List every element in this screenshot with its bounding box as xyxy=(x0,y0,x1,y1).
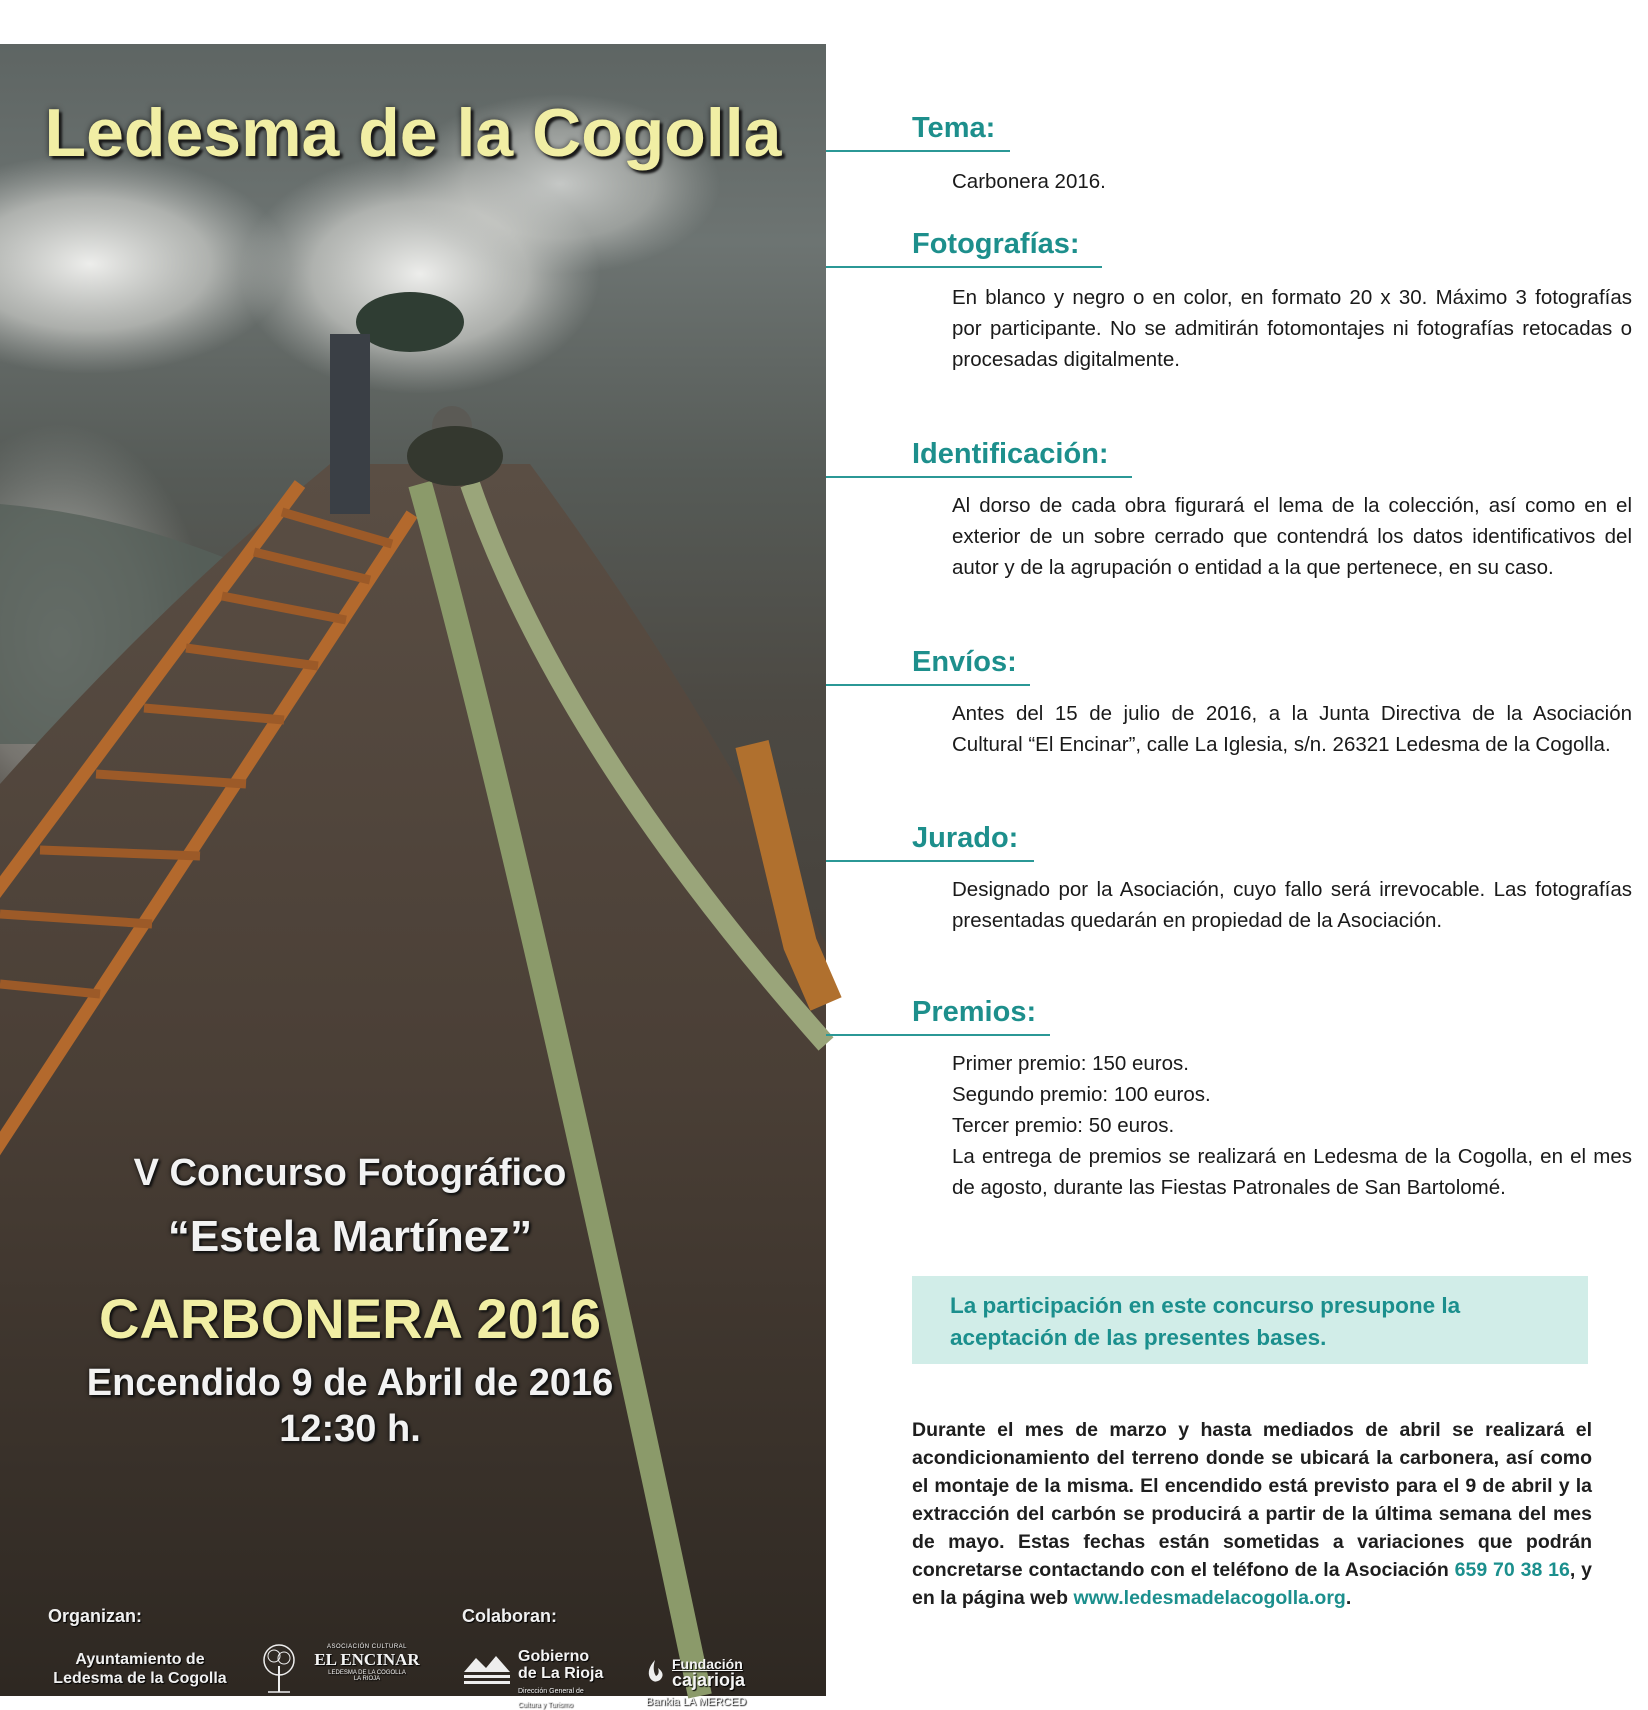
gobierno-sub-2: Cultura y Turismo xyxy=(518,1702,573,1709)
gobierno-sub-1: Dirección General de xyxy=(518,1688,584,1695)
acceptance-callout xyxy=(912,1276,1588,1364)
contest-name: “Estela Martínez” xyxy=(167,1212,533,1261)
website-link[interactable]: www.ledesmadelacogolla.org xyxy=(1073,1587,1346,1609)
bankia-la-merced: Bankia LA MERCED xyxy=(646,1696,747,1708)
gobierno-line-2: de La Rioja xyxy=(518,1665,604,1682)
gobierno-la-rioja-logo xyxy=(462,1648,622,1710)
ignition-date: Encendido 9 de Abril de 2016 xyxy=(86,1362,614,1404)
section-heading-envios: Envíos: xyxy=(912,646,1017,678)
acceptance-text: La participación en este concurso presupone la aceptación de las presentes bases. xyxy=(950,1293,1461,1350)
organizer-ayuntamiento xyxy=(40,1650,240,1688)
prize-second: Segundo premio: 100 euros. xyxy=(952,1083,1211,1106)
section-body-identificacion: Al dorso de cada obra figurará el lema de la colección, así como en el exterior de un sobre cerrado que contendrá los datos identificativos del autor y de la agrupación o entidad a la que pertenece, en su caso. xyxy=(952,494,1632,579)
organizer-line-1: Ayuntamiento de xyxy=(75,1651,205,1668)
section-body-premios xyxy=(952,1048,1632,1203)
section-divider xyxy=(826,476,1132,478)
rioja-mountains-icon xyxy=(462,1650,512,1686)
section-divider xyxy=(826,860,1034,862)
prize-first: Primer premio: 150 euros. xyxy=(952,1052,1189,1075)
fundacion-cajarioja-logo xyxy=(642,1656,772,1708)
section-divider xyxy=(826,266,1102,268)
section-heading-tema: Tema: xyxy=(912,112,996,144)
cajarioja-name: cajarioja xyxy=(672,1670,746,1690)
ignition-time: 12:30 h. xyxy=(279,1408,421,1450)
encinar-region: LA RIOJA xyxy=(353,1676,381,1682)
association-phone: 659 70 38 16 xyxy=(1454,1559,1570,1581)
section-heading-fotografias: Fotografías: xyxy=(912,228,1080,260)
prize-ceremony: La entrega de premios se realizará en Ledesma de la Cogolla, en el mes de agosto, durante las Fiestas Patronales de San Bartolomé. xyxy=(952,1145,1632,1199)
section-body-tema: Carbonera 2016. xyxy=(952,170,1106,193)
contest-rules xyxy=(826,0,1648,1696)
poster-title: Ledesma de la Cogolla xyxy=(44,95,782,171)
section-body-fotografias: En blanco y negro o en color, en formato 20 x 30. Máximo 3 fotografías por participante. No se admitirán fotomontajes ni fotografías retocadas o procesadas digitalmente. xyxy=(952,286,1632,371)
section-heading-premios: Premios: xyxy=(912,996,1037,1028)
el-encinar-logo xyxy=(262,1644,432,1682)
encinar-association-label: ASOCIACIÓN CULTURAL xyxy=(326,1644,408,1650)
gobierno-line-1: Gobierno xyxy=(518,1648,590,1665)
section-divider xyxy=(826,1034,1050,1036)
section-body-envios: Antes del 15 de julio de 2016, a la Junta Directiva de la Asociación Cultural “El Encinar”, calle La Iglesia, s/n. 26321 Ledesma de la Cogolla. xyxy=(952,702,1632,756)
section-heading-jurado: Jurado: xyxy=(912,822,1019,854)
tree-icon xyxy=(262,1644,296,1696)
schedule-info xyxy=(912,1416,1592,1612)
poster xyxy=(0,44,826,1709)
schedule-text: Durante el mes de marzo y hasta mediados de abril se realizará el acondicionamiento del terreno donde se ubicará la carbonera, así como el montaje de la misma. El encendido está previsto para el 9 de abril y la extracción del carbón se producirá a partir de la última semana del mes de mayo. Estas fechas están sometidas a variaciones que podrán concretarse contactando con el teléfono de la Asociación xyxy=(912,1419,1592,1581)
section-divider xyxy=(826,150,1010,152)
event-title: CARBONERA 2016 xyxy=(98,1287,602,1350)
fundacion-label: Fundación xyxy=(672,1656,743,1672)
encinar-name: EL ENCINAR xyxy=(314,1650,420,1669)
section-body-jurado: Designado por la Asociación, cuyo fallo será irrevocable. Las fotografías presentadas quedarán en propiedad de la Asociación. xyxy=(952,878,1632,932)
section-heading-identificacion: Identificación: xyxy=(912,438,1109,470)
schedule-text-mid: , y en la página web xyxy=(912,1559,1593,1609)
organizer-line-2: Ledesma de la Cogolla xyxy=(53,1670,227,1687)
contest-title: V Concurso Fotográfico xyxy=(133,1152,567,1194)
schedule-text-end: . xyxy=(1345,1587,1352,1609)
organizers-label: Organizan: xyxy=(48,1606,143,1626)
prize-third: Tercer premio: 50 euros. xyxy=(952,1114,1175,1137)
encinar-location: LEDESMA DE LA COGOLLA xyxy=(328,1670,406,1676)
section-divider xyxy=(826,684,1030,686)
cajarioja-flame-icon xyxy=(642,1658,668,1686)
collaborators-label: Colaboran: xyxy=(462,1606,558,1626)
